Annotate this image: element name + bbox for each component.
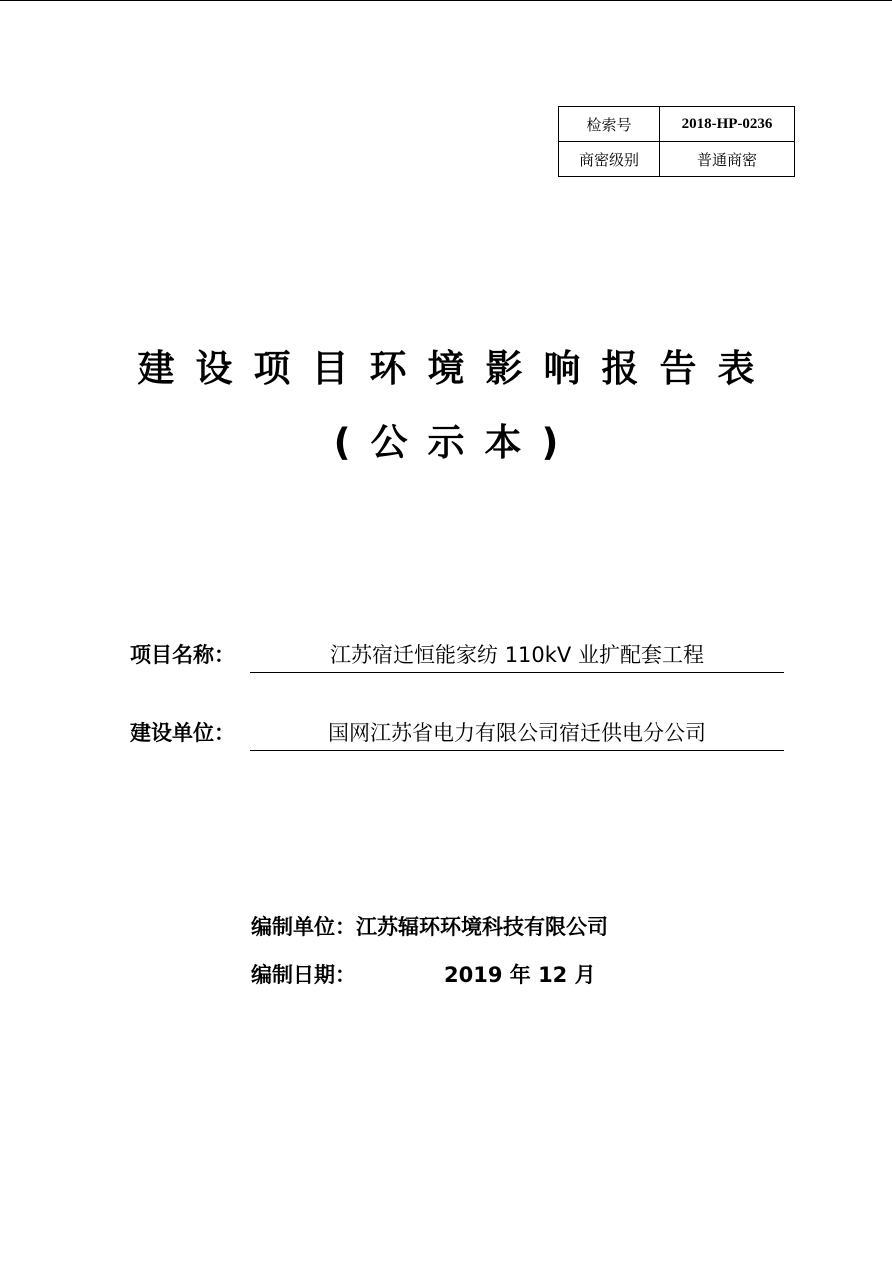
- table-row: [559, 142, 795, 177]
- index-number-label: 检索号: [559, 107, 660, 142]
- document-subtitle: (公示本): [333, 421, 579, 464]
- project-name-row: [130, 638, 784, 672]
- secrecy-level-label: 商密级别: [559, 142, 660, 177]
- compiler-unit-row: [251, 911, 608, 943]
- index-info-table: [558, 106, 795, 177]
- compiler-unit-value: 江苏辐环环境科技有限公司: [356, 915, 608, 939]
- compile-date-label: 编制日期：: [251, 963, 356, 987]
- compiler-unit-label: 编制单位：: [251, 915, 356, 939]
- project-name-label: 项目名称：: [130, 643, 235, 667]
- project-name-value: 江苏宿迁恒能家纺 110kV 业扩配套工程: [250, 638, 784, 673]
- construction-unit-value: 国网江苏省电力有限公司宿迁供电分公司: [250, 716, 784, 751]
- construction-unit-row: [130, 716, 784, 750]
- document-title: 建设项目环境影响报告表: [137, 347, 776, 390]
- compile-date-row: [251, 959, 651, 991]
- compile-date-value: 2019 年 12 月: [444, 963, 596, 987]
- table-row: [559, 107, 795, 142]
- index-number-value: 2018-HP-0236: [660, 107, 795, 142]
- construction-unit-label: 建设单位：: [130, 721, 235, 745]
- top-border-line: [0, 0, 892, 1]
- secrecy-level-value: 普通商密: [660, 142, 795, 177]
